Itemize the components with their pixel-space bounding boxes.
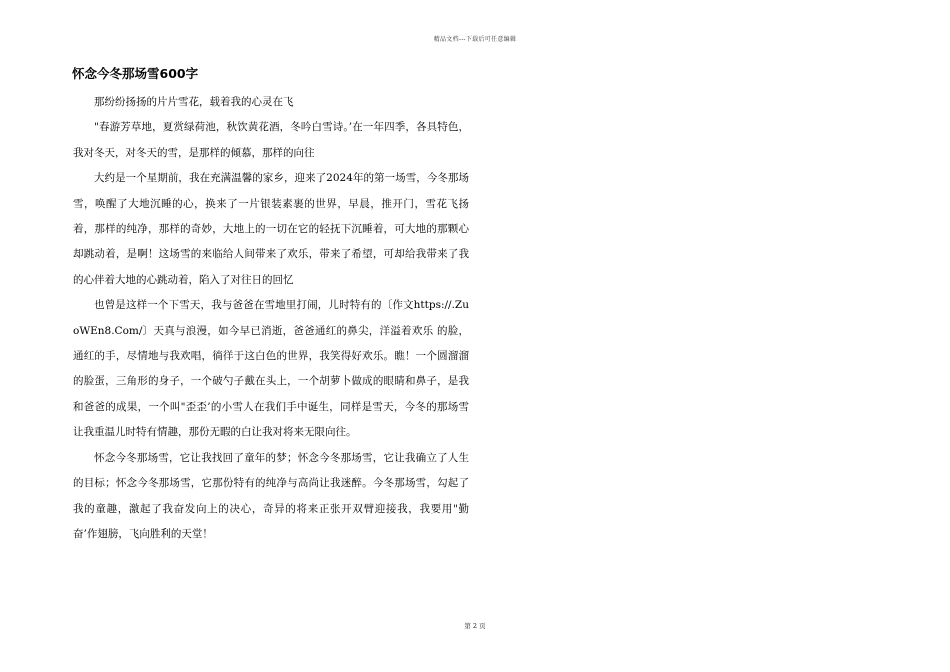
paragraph-5: 怀念今冬那场雪，它让我找回了童年的梦；怀念今冬那场雪，它让我确立了人生的目标；怀念今冬那场雪，它那份特有的纯净与高尚让我迷醉。今冬那场雪，勾起了我的童趣，激起了我奋发向上的决心，奇异的将来正张开双臂迎接我，我要用"勤奋’作翅膀，飞向胜利的天堂！ xyxy=(73,451,469,540)
paragraph-1: 那纷纷扬扬的片片雪花，载着我的心灵在飞 xyxy=(94,96,294,108)
paragraph-2: "春游芳草地，夏赏绿荷池，秋饮黄花酒，冬吟白雪诗。’在一年四季，各具特色，我对冬天，对冬天的雪，是那样的倾慕，那样的向往 xyxy=(73,121,469,159)
page-header: 精品文档---下载后可任意编辑 xyxy=(433,36,517,43)
document-title: 怀念今冬那场雪600字 xyxy=(72,66,199,81)
page-number: 第 2 页 xyxy=(464,622,486,630)
document-body xyxy=(73,90,469,547)
paragraph-4: 也曾是这样一个下雪天，我与爸爸在雪地里打闹，儿时特有的〔作文https://.ZuoWEn8.Com/〕天真与浪漫，如今早已消逝，爸爸通红的鼻尖，洋溢着欢乐 的脸，通红的手，尽情地与我欢唱，徜徉于这白色的世界，我笑得好欢乐。瞧！一个圆溜溜的脸蛋，三角形的身子，一个破勺子戴在头上，一个胡萝卜做成的眼睛和鼻子，是我和爸爸的成果，一个叫"歪歪’的小雪人在我们手中诞生，同样是雪天，今冬的那场雪让我重温儿时特有情趣，那份无暇的白让我对将来无限向往。 xyxy=(73,299,469,439)
paragraph-3: 大约是一个星期前，我在充满温馨的家乡，迎来了2024年的第一场雪，今冬那场雪，唤醒了大地沉睡的心，换来了一片银装素裹的世界，早晨，推开门，雪花飞扬着，那样的纯净，那样的奇妙，大地上的一切在它的轻抚下沉睡着，可大地的那颗心却跳动着，是啊！这场雪的来临给人间带来了欢乐，带来了希望，可却给我带来了我的心伴着大地的心跳动着，陷入了对往日的回忆 xyxy=(73,172,469,286)
